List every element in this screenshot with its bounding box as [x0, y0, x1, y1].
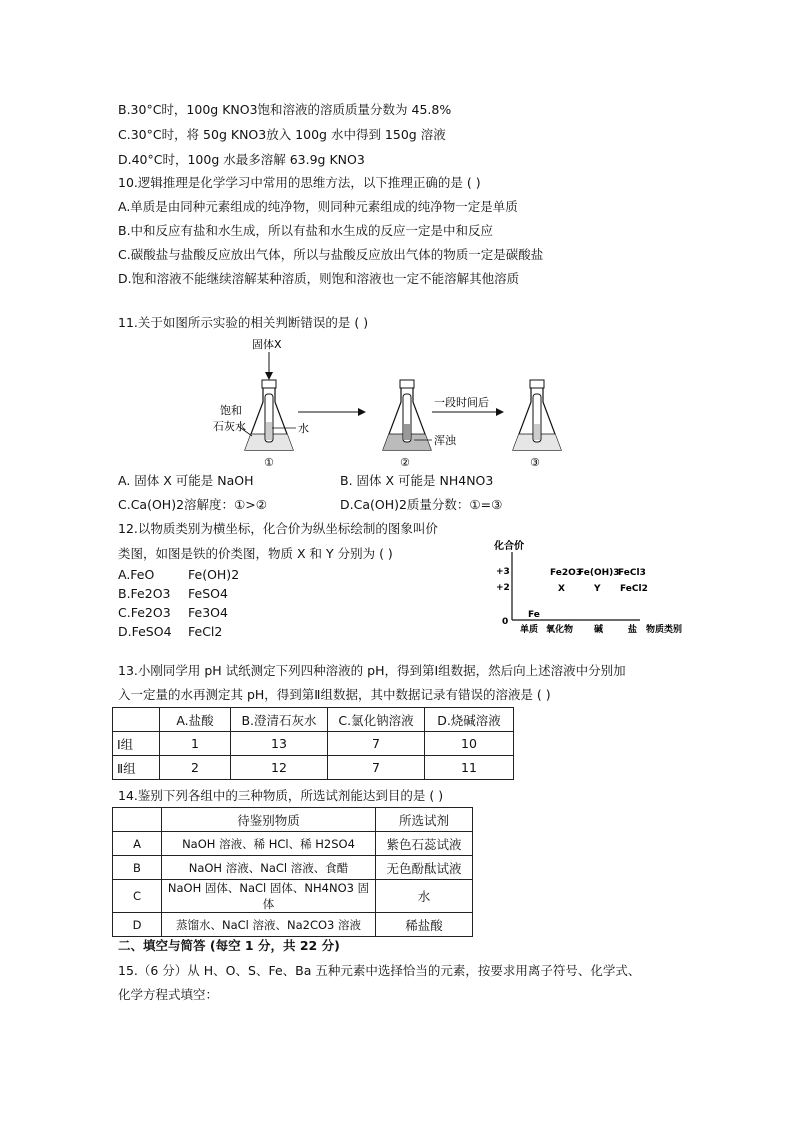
section-2-heading: 二、填空与简答 (每空 1 分，共 22 分): [118, 938, 340, 953]
row-label: D: [113, 913, 162, 937]
table-cell: 1: [160, 732, 231, 756]
table-cell: 紫色石蕊试液: [376, 832, 473, 856]
limewater-label: 石灰水: [213, 420, 246, 433]
table-row: [113, 913, 473, 937]
table-row: [113, 832, 473, 856]
flask-2-number: ②: [400, 456, 410, 469]
q12-option-c-right: Fe3O4: [188, 605, 228, 620]
header-cell: 待鉴别物质: [162, 808, 376, 832]
identification-table: [112, 807, 473, 937]
header-cell: D.烧碱溶液: [425, 708, 514, 732]
flask-1-number: ①: [264, 456, 274, 469]
table-cell: 10: [425, 732, 514, 756]
header-cell: A.盐酸: [160, 708, 231, 732]
point-fecl2: FeCl2: [620, 584, 648, 594]
point-x: X: [558, 584, 565, 594]
q9-option-b: B.30°C时，100g KNO3饱和溶液的溶质质量分数为 45.8%: [118, 102, 452, 117]
xtick-element: 单质: [520, 625, 539, 635]
y-axis-label: 化合价: [494, 541, 524, 552]
row-label: C: [113, 880, 162, 913]
table-cell: 水: [376, 880, 473, 913]
q9-option-d: D.40°C时，100g 水最多溶解 63.9g KNO3: [118, 152, 365, 167]
ytick-plus2: +2: [496, 583, 510, 593]
table-cell: 稀盐酸: [376, 913, 473, 937]
row-label: Ⅱ组: [113, 756, 160, 780]
q12-stem-line1: 12.以物质类别为横坐标，化合价为纵坐标绘制的图象叫价: [118, 521, 438, 536]
header-cell: [113, 708, 160, 732]
flask-3: [513, 380, 561, 450]
q11-option-d: D.Ca(OH)2质量分数：①=③: [340, 497, 503, 512]
q12-option-a-right: Fe(OH)2: [188, 567, 240, 582]
table-cell: 2: [160, 756, 231, 780]
point-y: Y: [594, 584, 601, 594]
table-cell: 13: [231, 732, 328, 756]
q11-option-b: B. 固体 X 可能是 NH4NO3: [340, 473, 494, 488]
ytick-plus3: +3: [496, 567, 510, 577]
q11-apparatus-figure: [200, 332, 580, 472]
water-label: 水: [298, 422, 309, 435]
iron-valence-chart: [490, 538, 700, 638]
row-label: Ⅰ组: [113, 732, 160, 756]
saturated-label: 饱和: [220, 404, 242, 417]
q15-line2: 化学方程式填空：: [118, 987, 219, 1002]
q11-option-c: C.Ca(OH)2溶解度：①>②: [118, 497, 267, 512]
q13-stem-line1: 13.小刚同学用 pH 试纸测定下列四种溶液的 pH，得到第Ⅰ组数据，然后向上述溶液中分别加: [118, 663, 626, 678]
xtick-oxide: 氧化物: [546, 625, 574, 635]
table-cell: 7: [328, 756, 425, 780]
ytick-zero: 0: [502, 617, 509, 627]
solid-x-label: 固体X: [252, 338, 282, 351]
flask-3-number: ③: [530, 456, 540, 469]
table-row: [113, 732, 514, 756]
ph-table: [112, 707, 514, 780]
q12-option-d-right: FeCl2: [188, 624, 223, 639]
q12-option-d-left: D.FeSO4: [118, 624, 172, 639]
q10-stem: 10.逻辑推理是化学学习中常用的思维方法，以下推理正确的是 ( ): [118, 175, 481, 190]
header-cell: B.澄清石灰水: [231, 708, 328, 732]
q12-option-b-left: B.Fe2O3: [118, 586, 171, 601]
table-row: [113, 756, 514, 780]
point-fe2o3: Fe2O3: [550, 568, 583, 578]
q12-option-c: [118, 604, 228, 622]
q14-stem: 14.鉴别下列各组中的三种物质，所选试剂能达到目的是 ( ): [118, 788, 444, 803]
q11-stem: 11.关于如图所示实验的相关判断错误的是 ( ): [118, 315, 369, 330]
q10-option-d: D.饱和溶液不能继续溶解某种溶质，则饱和溶液也一定不能溶解其他溶质: [118, 271, 520, 286]
flask-2: [383, 380, 431, 450]
q10-option-c: C.碳酸盐与盐酸反应放出气体，所以与盐酸反应放出气体的物质一定是碳酸盐: [118, 247, 544, 262]
after-time-label: 一段时间后: [434, 396, 489, 409]
table-cell: 11: [425, 756, 514, 780]
q12-stem-line2: 类图，如图是铁的价类图，物质 X 和 Y 分别为 ( ): [118, 546, 393, 561]
header-cell: C.氯化钠溶液: [328, 708, 425, 732]
turbid-label: 浑浊: [434, 434, 456, 447]
flask-1: [245, 380, 293, 450]
table-cell: 12: [231, 756, 328, 780]
point-fecl3: FeCl3: [618, 568, 646, 578]
xtick-salt: 盐: [628, 625, 638, 635]
header-cell: 所选试剂: [376, 808, 473, 832]
table-cell: 蒸馏水、NaCl 溶液、Na2CO3 溶液: [162, 913, 376, 937]
q12-option-b: [118, 585, 228, 603]
table-cell: 7: [328, 732, 425, 756]
x-axis-label: 物质类别: [646, 625, 683, 635]
q12-option-a-left: A.FeO: [118, 567, 155, 582]
table-row: [113, 880, 473, 913]
table-header-row: [113, 808, 473, 832]
table-row: [113, 856, 473, 880]
q15-line1: 15.（6 分）从 H、O、S、Fe、Ba 五种元素中选择恰当的元素，按要求用离子符号、化学式、: [118, 963, 641, 978]
q9-option-c: C.30°C时，将 50g KNO3放入 100g 水中得到 150g 溶液: [118, 127, 446, 142]
xtick-base: 碱: [594, 625, 604, 635]
point-fe: Fe: [528, 610, 540, 620]
header-cell: [113, 808, 162, 832]
table-cell: NaOH 固体、NaCl 固体、NH4NO3 固体: [162, 880, 376, 913]
q13-stem-line2: 入一定量的水再测定其 pH，得到第Ⅱ组数据，其中数据记录有错误的溶液是 ( ): [118, 687, 551, 702]
q12-option-b-right: FeSO4: [188, 586, 228, 601]
point-feoh3: Fe(OH)3: [578, 568, 620, 578]
q11-option-a: A. 固体 X 可能是 NaOH: [118, 473, 254, 488]
table-cell: NaOH 溶液、NaCl 溶液、食醋: [162, 856, 376, 880]
table-header-row: [113, 708, 514, 732]
q12-option-a: [118, 566, 240, 584]
q10-option-a: A.单质是由同种元素组成的纯净物，则同种元素组成的纯净物一定是单质: [118, 199, 518, 214]
row-label: B: [113, 856, 162, 880]
q12-option-c-left: C.Fe2O3: [118, 605, 171, 620]
table-cell: NaOH 溶液、稀 HCl、稀 H2SO4: [162, 832, 376, 856]
table-cell: 无色酚酞试液: [376, 856, 473, 880]
q10-option-b: B.中和反应有盐和水生成，所以有盐和水生成的反应一定是中和反应: [118, 223, 494, 238]
q12-option-d: [118, 623, 223, 641]
row-label: A: [113, 832, 162, 856]
